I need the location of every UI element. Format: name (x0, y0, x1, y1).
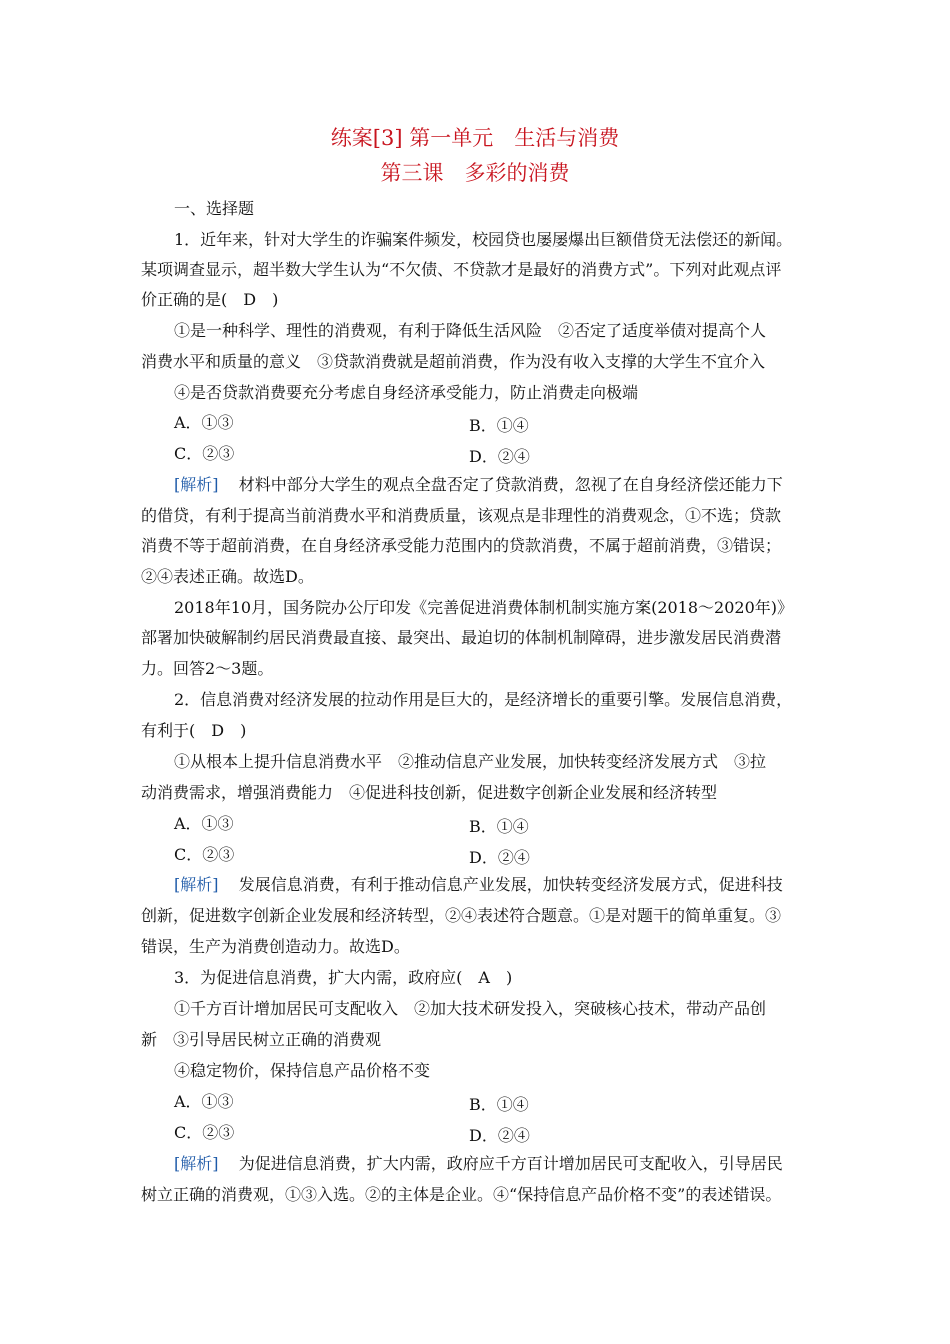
q2-option-a: A．①③ (174, 814, 234, 833)
q1-stem-line: 某项调查显示，超半数大学生认为“不欠债、不贷款才是最好的消费方式”。下列对此观点评 (141, 260, 782, 279)
q2-analysis-text: 发展信息消费，有利于推动信息产业发展，加快转变经济发展方式，促进科技 (238, 875, 783, 894)
q1-analysis-text: 材料中部分大学生的观点全盘否定了贷款消费，忽视了在自身经济偿还能力下 (238, 475, 783, 494)
q2-analysis-line (174, 875, 844, 895)
q3-item-line: 新 ③引导居民树立正确的消费观 (141, 1030, 382, 1049)
q3-option-b: B．①④ (469, 1095, 529, 1114)
q2-option-c: C．②③ (174, 845, 235, 864)
q1-option-a: A．①③ (174, 413, 234, 432)
q1-item-line: 消费水平和质量的意义 ③贷款消费就是超前消费，作为没有收入支撑的大学生不宜介入 (141, 352, 766, 371)
analysis-tag: [解析] (174, 875, 219, 894)
analysis-tag: [解析] (174, 1154, 219, 1173)
q3-item-line: ①千方百计增加居民可支配收入 ②加大技术研发投入，突破核心技术，带动产品创 (174, 999, 767, 1018)
q2-analysis-line: 创新，促进数字创新企业发展和经济转型，②④表述符合题意。①是对题干的简单重复。③ (141, 906, 782, 925)
q3-option-a: A．①③ (174, 1092, 234, 1111)
q1-option-c: C．②③ (174, 444, 235, 463)
q2-stem-line: 2．信息消费对经济发展的拉动作用是巨大的，是经济增长的重要引擎。发展信息消费， (174, 690, 793, 709)
q1-stem-line: 价正确的是( D ) (141, 290, 279, 309)
analysis-tag: [解析] (174, 475, 219, 494)
q1-option-b: B．①④ (469, 416, 529, 435)
q1-item-line: ①是一种科学、理性的消费观，有利于降低生活风险 ②否定了适度举债对提高个人 (174, 321, 767, 340)
q1-stem-line: 1．近年来，针对大学生的诈骗案件频发，校园贷也屡屡爆出巨额借贷无法偿还的新闻。 (174, 230, 793, 249)
q2-item-line: 动消费需求，增强消费能力 ④促进科技创新，促进数字创新企业发展和经济转型 (141, 783, 718, 802)
q1-option-d: D．②④ (469, 447, 530, 466)
q3-analysis-line: 树立正确的消费观，①③入选。②的主体是企业。④“保持信息产品价格不变”的表述错误。 (141, 1185, 782, 1204)
q2-option-b: B．①④ (469, 817, 529, 836)
page-title-line1: 练案[3] 第一单元 生活与消费 (330, 126, 620, 150)
q2-item-line: ①从根本上提升信息消费水平 ②推动信息产业发展，加快转变经济发展方式 ③拉 (174, 752, 767, 771)
q3-analysis-text: 为促进信息消费，扩大内需，政府应千方百计增加居民可支配收入，引导居民 (238, 1154, 783, 1173)
material-line: 2018年10月，国务院办公厅印发《完善促进消费体制机制实施方案(2018～2020年)》 (174, 598, 794, 617)
q2-analysis-line: 错误，生产为消费创造动力。故选D。 (141, 937, 410, 956)
page-title-line2: 第三课 多彩的消费 (380, 161, 570, 185)
q1-analysis-line (174, 475, 844, 495)
q3-option-c: C．②③ (174, 1123, 235, 1142)
q3-item-line: ④稳定物价，保持信息产品价格不变 (174, 1061, 431, 1080)
q1-item-line: ④是否贷款消费要充分考虑自身经济承受能力，防止消费走向极端 (174, 383, 639, 402)
q3-stem-line: 3．为促进信息消费，扩大内需，政府应( A ) (174, 968, 513, 987)
q2-option-d: D．②④ (469, 848, 530, 867)
q1-analysis-line: 消费不等于超前消费，在自身经济承受能力范围内的贷款消费，不属于超前消费，③错误； (141, 536, 782, 555)
q3-option-d: D．②④ (469, 1126, 530, 1145)
q2-stem-line: 有利于( D ) (141, 721, 247, 740)
material-line: 力。回答2～3题。 (141, 659, 274, 678)
q1-analysis-line: 的借贷，有利于提高当前消费水平和消费质量，该观点是非理性的消费观念，①不选；贷款 (141, 506, 782, 525)
section-heading: 一、选择题 (174, 199, 255, 218)
material-line: 部署加快破解制约居民消费最直接、最突出、最迫切的体制机制障碍，进步激发居民消费潜 (141, 628, 782, 647)
q3-analysis-line (174, 1154, 844, 1174)
q1-analysis-line: ②④表述正确。故选D。 (141, 567, 314, 586)
